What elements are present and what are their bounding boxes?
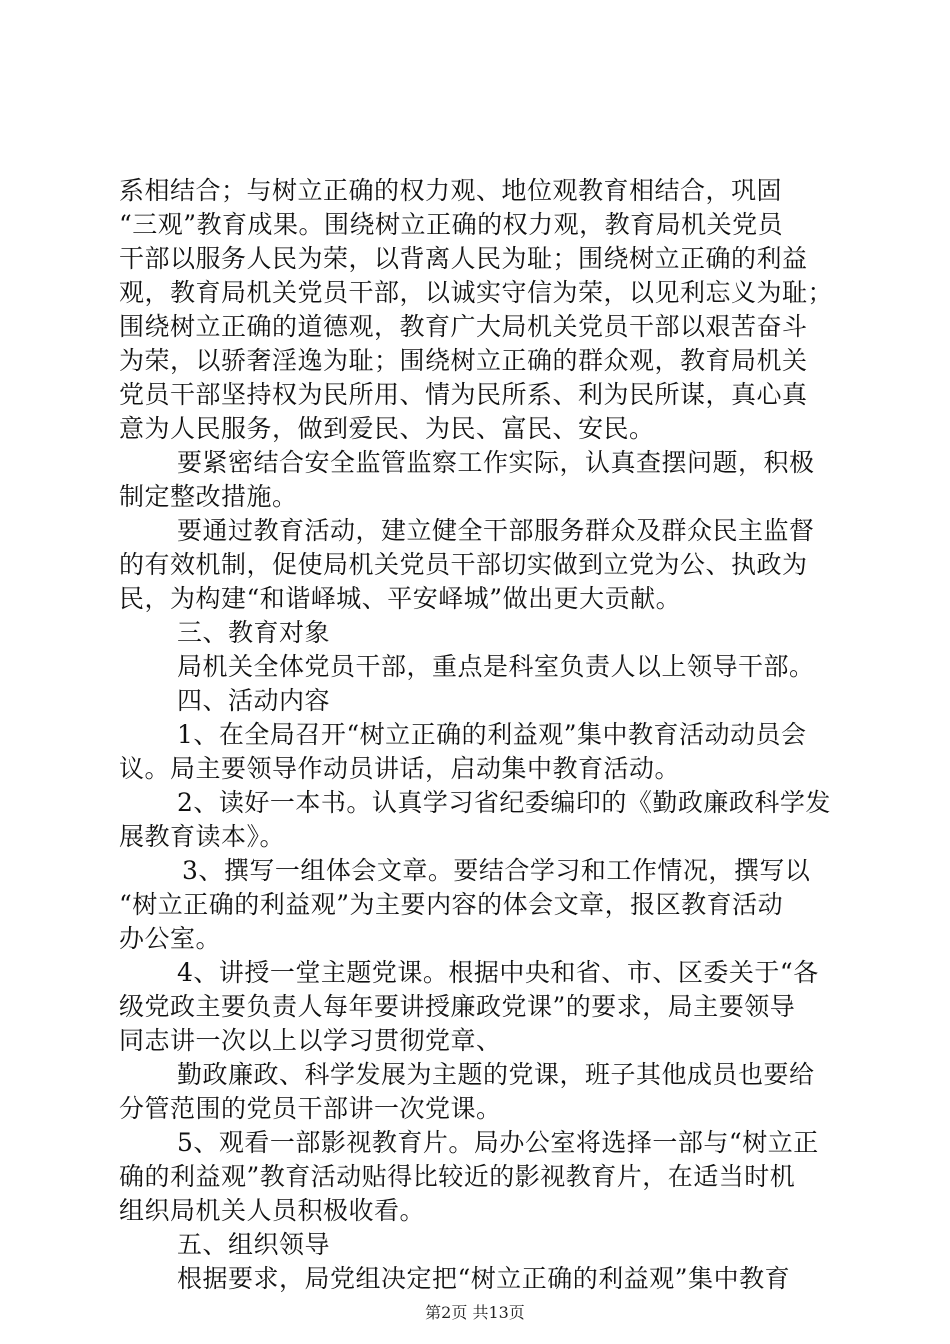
text-line: 的有效机制，促使局机关党员干部切实做到立党为公、执政为 <box>119 550 808 579</box>
text-line: “三观”教育成果。围绕树立正确的权力观，教育局机关党员 <box>119 210 784 239</box>
text-line: 制定整改措施。 <box>119 482 298 511</box>
paragraph-line: 5、观看一部影视教育片。局办公室将选择一部与“树立正 <box>177 1128 819 1157</box>
text-line: 系相结合；与树立正确的权力观、地位观教育相结合，巩固 <box>119 176 783 205</box>
section-heading: 五、组织领导 <box>177 1230 331 1259</box>
text-line: 展教育读本》。 <box>119 822 286 851</box>
text-line: 为荣，以骄奢淫逸为耻；围绕树立正确的群众观，教育局机关 <box>119 346 808 375</box>
text-line: 党员干部坚持权为民所用、情为民所系、利为民所谋，真心真 <box>119 380 808 409</box>
text-line: 办公室。 <box>119 924 222 953</box>
paragraph-line: 3、撰写一组体会文章。要结合学习和工作情况，撰写以 <box>182 856 811 885</box>
paragraph-line: 要紧密结合安全监管监察工作实际，认真查摆问题，积极 <box>177 448 815 477</box>
text-line: 围绕树立正确的道德观，教育广大局机关党员干部以艰苦奋斗 <box>119 312 808 341</box>
text-line: 意为人民服务，做到爱民、为民、富民、安民。 <box>119 414 655 443</box>
paragraph-line: 根据要求，局党组决定把“树立正确的利益观”集中教育 <box>177 1264 791 1293</box>
paragraph-line: 1、在全局召开“树立正确的利益观”集中教育活动动员会 <box>177 720 807 749</box>
section-heading: 四、活动内容 <box>177 686 331 715</box>
section-heading: 三、教育对象 <box>177 618 331 647</box>
text-line: 确的利益观”教育活动贴得比较近的影视教育片，在适当时机 <box>119 1162 796 1191</box>
text-line: 干部以服务人民为荣，以背离人民为耻；围绕树立正确的利益 <box>119 244 808 273</box>
text-line: 观，教育局机关党员干部，以诚实守信为荣，以见利忘义为耻； <box>119 278 834 307</box>
paragraph-line: 局机关全体党员干部，重点是科室负责人以上领导干部。 <box>177 652 815 681</box>
text-line: 同志讲一次以上以学习贯彻党章、 <box>119 1026 502 1055</box>
text-line: 组织局机关人员积极收看。 <box>119 1196 426 1225</box>
paragraph-line: 勤政廉政、科学发展为主题的党课，班子其他成员也要给 <box>177 1060 815 1089</box>
page-footer: 第2页 共13页 <box>425 1303 525 1322</box>
text-line: “树立正确的利益观”为主要内容的体会文章，报区教育活动 <box>119 890 784 919</box>
paragraph-line: 要通过教育活动，建立健全干部服务群众及群众民主监督 <box>177 516 815 545</box>
text-line: 分管范围的党员干部讲一次党课。 <box>119 1094 502 1123</box>
text-line: 民，为构建“和谐峄城、平安峄城”做出更大贡献。 <box>119 584 682 613</box>
text-line: 议。局主要领导作动员讲话，启动集中教育活动。 <box>119 754 681 783</box>
paragraph-line: 4、讲授一堂主题党课。根据中央和省、市、区委关于“各 <box>177 958 819 987</box>
text-line: 级党政主要负责人每年要讲授廉政党课”的要求，局主要领导 <box>119 992 796 1021</box>
paragraph-line: 2、读好一本书。认真学习省纪委编印的《勤政廉政科学发 <box>177 788 831 817</box>
